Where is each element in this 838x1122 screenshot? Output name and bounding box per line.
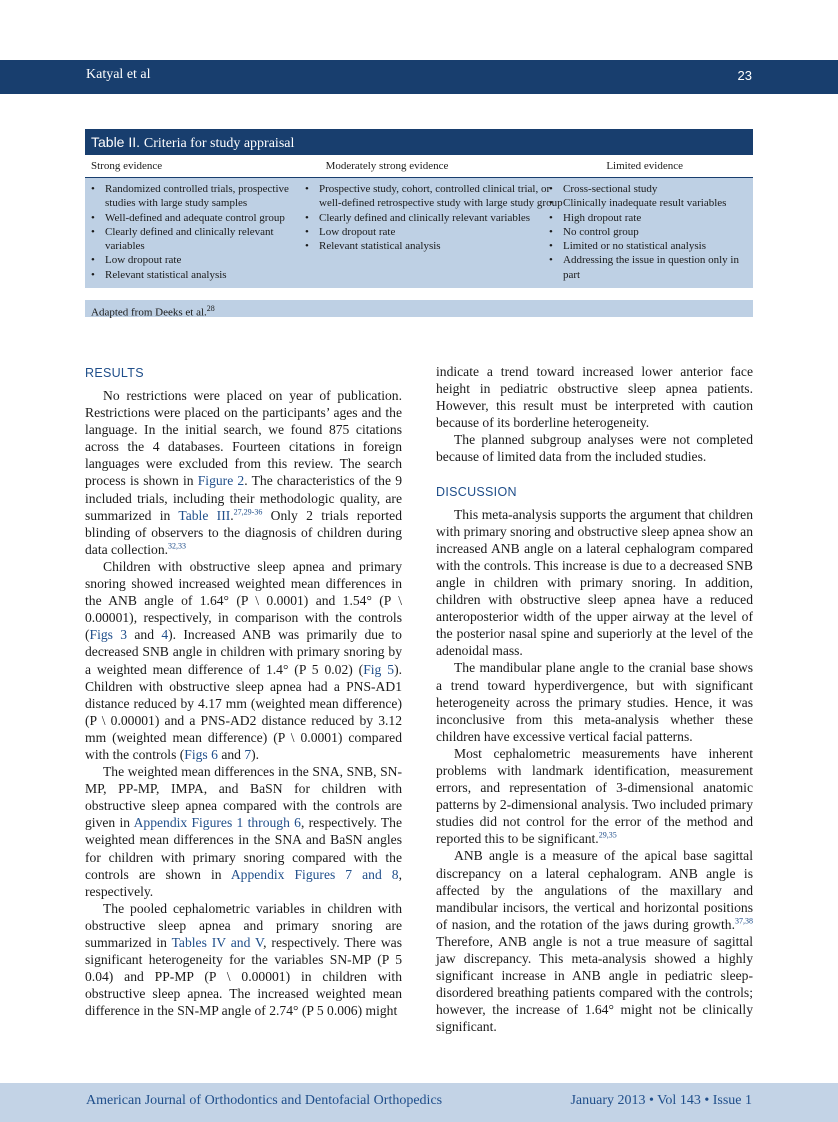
table-column-headers: [85, 155, 753, 178]
running-header: [0, 60, 838, 94]
column-header-strong: Strong evidence: [91, 160, 163, 172]
discussion-paragraph-3: Most cephalometric measurements have inherent problems with landmark identification, measurement errors, and representation of 3-dimensional anatomic patterns by 2-dimensional analysis. Two included primary studies did not control for the error of the method and reported this to be significant.$^{29,35}$: [436, 745, 753, 847]
table-footnote-ref[interactable]: 28: [206, 304, 215, 314]
list-item: • Limited or no statistical analysis: [563, 239, 753, 253]
figure-6-link[interactable]: Figs 6: [184, 746, 218, 762]
results-paragraph-6: The planned subgroup analyses were not completed because of limited data from the included studies.: [436, 432, 753, 465]
column-header-limited: Limited evidence: [606, 160, 683, 172]
moderate-evidence-cell: [313, 182, 563, 282]
citation-ref[interactable]: 27,29-36: [233, 507, 263, 517]
list-item: • Randomized controlled trials, prospective studies with large study samples: [105, 182, 313, 211]
strong-evidence-cell: [85, 182, 313, 282]
list-item: • Clinically inadequate result variables: [563, 196, 753, 210]
list-item: • Well-defined and adequate control group: [105, 211, 313, 225]
discussion-heading: DISCUSSION: [436, 484, 517, 499]
table-title: Criteria for study appraisal: [143, 136, 295, 151]
tables-4-5-link[interactable]: Tables IV and V: [171, 935, 264, 950]
list-item: • Relevant statistical analysis: [319, 239, 563, 253]
table-body: [85, 178, 753, 288]
citation-ref[interactable]: 37,38: [735, 916, 753, 926]
column-header-moderate: Moderately strong evidence: [325, 160, 449, 172]
citation-ref[interactable]: 32,33: [168, 541, 187, 551]
figure-5-link[interactable]: Fig 5: [363, 661, 395, 677]
results-heading: RESULTS: [85, 366, 144, 380]
limited-evidence-cell: [563, 182, 753, 282]
left-column: [85, 363, 402, 1019]
table-label: Table II.: [91, 134, 141, 150]
table-title-bar: [85, 129, 753, 155]
figure-4-link[interactable]: 4: [161, 627, 169, 643]
list-item: • Low dropout rate: [105, 253, 313, 267]
list-item: • No control group: [563, 225, 753, 239]
list-item: • Relevant statistical analysis: [105, 268, 313, 282]
table-footnote: [85, 300, 753, 317]
running-footer: [0, 1083, 838, 1122]
figure-2-link[interactable]: Figure 2: [197, 473, 245, 489]
list-item: • Addressing the issue in question only in part: [563, 253, 753, 282]
running-header-authors: Katyal et al: [86, 67, 151, 82]
issue-info: January 2013 • Vol 143 • Issue 1: [570, 1093, 752, 1108]
results-paragraph-4: The pooled cephalometric variables in children with obstructive sleep apnea and primary snoring are summarized in Tables IV and V, respectively. There was significant heterogeneity for the variables SN-MP (P 5 0.04) and PP-MP (P \ 0.00001) in children with obstructive sleep apnea. The increased weighted mean difference in the SN-MP angle of 2.74° (P 5 0.006) might: [85, 900, 403, 1019]
figure-3-link[interactable]: Figs 3: [89, 627, 128, 643]
list-item: • Low dropout rate: [319, 225, 563, 239]
table-3-link[interactable]: Table III: [178, 507, 231, 523]
figure-7-link[interactable]: 7: [244, 746, 252, 762]
list-item: • Clearly defined and clinically relevant variables: [319, 211, 563, 225]
journal-name: American Journal of Orthodontics and Dentofacial Orthopedics: [86, 1093, 443, 1108]
results-paragraph-2: Children with obstructive sleep apnea and primary snoring showed increased weighted mean differences in the ANB angle of 1.64° (P \ 0.0001) and 1.54° (P \ 0.00001), respectively, in comparison with the controls (Figs 3 and 4). Increased ANB was primarily due to decreased SNB angle in children with primary snoring by a weighted mean difference of 1.4° (P 5 0.02) (Fig 5). Children with obstructive sleep apnea had a PNS-AD1 distance reduced by 4.17 mm (weighted mean difference) (P \ 0.00001) and a PNS-AD2 distance reduced by 3.12 mm (weighted mean difference) (P \ 0.0001) compared with the controls (Figs 6 and 7).: [85, 558, 402, 762]
results-paragraph-1: No restrictions were placed on year of publication. Restrictions were placed on the participants’ ages and the language. In the initial search, we found 875 citations across the 4 databases. Fourteen citations in foreign languages were excluded from this review. The search process is shown in Figure 2. The characteristics of the 9 included trials, including their methodologic quality, are summarized in Table III.$^{27,29-36}$ Only 2 trials reported blinding of observers to the diagnosis of children during data collection.$^{32,33}$: [85, 388, 403, 557]
discussion-paragraph-4: ANB angle is a measure of the apical base sagittal discrepancy on a lateral cephalogram. ANB angle is affected by the angulations of the maxillary and mandibular incisors, the vertical and horizontal positions of nasion, and the rotation of the jaws during growth.$^{37,38}$ Therefore, ANB angle is not a true measure of sagittal jaw discrepancy. This meta-analysis showed a highly significant increase in ANB angle in pediatric sleep-disordered breathing patients compared with the controls; however, the increase of 1.64° might not be clinically significant.: [436, 848, 753, 1035]
table-footnote-text: Adapted from Deeks et al.: [91, 306, 207, 319]
results-paragraph-5: indicate a trend toward increased lower anterior face height in pediatric obstructive sleep apnea patients. However, this result must be interpreted with caution because of its borderline heterogeneity.: [436, 364, 753, 431]
list-item: • Cross-sectional study: [563, 182, 753, 196]
discussion-paragraph-1: This meta-analysis supports the argument that children with primary snoring and obstructive sleep apnea show an increased ANB angle on a lateral cephalogram compared with the controls. This increase is due to a decreased SNB angle in children with primary snoring. In addition, children with obstructive sleep apnea have a reduced anteroposterior width of the upper airway at the level of the posterior nasal spine and superiorly at the level of the adenoidal mass.: [436, 506, 753, 659]
page-number: 23: [737, 68, 752, 83]
citation-ref[interactable]: 29,35: [598, 830, 617, 840]
list-item: • Clearly defined and clinically relevant variables: [105, 225, 313, 254]
results-paragraph-3: The weighted mean differences in the SNA, SNB, SN-MP, PP-MP, IMPA, and BaSN for children with obstructive sleep apnea compared with the controls are given in Appendix Figures 1 through 6, respectively. The weighted mean differences in the SNA and BaSN angles for children with primary snoring compared with the controls are shown in Appendix Figures 7 and 8, respectively.: [85, 764, 402, 899]
right-column: [436, 363, 753, 1035]
criteria-table: [85, 129, 753, 317]
appendix-figures-1-6-link[interactable]: Appendix Figures 1 through 6: [133, 815, 301, 831]
appendix-figures-7-8-link[interactable]: Appendix Figures 7 and 8: [230, 866, 399, 882]
list-item: • Prospective study, cohort, controlled clinical trial, or well-defined retrospective study with large study group: [319, 182, 563, 211]
discussion-paragraph-2: The mandibular plane angle to the cranial base shows a trend toward hyperdivergence, but with significant heterogeneity across the primary studies. Hence, it was inconclusive from this meta-analysis whether these children have excessive vertical facial patterns.: [436, 660, 753, 744]
list-item: • High dropout rate: [563, 211, 753, 225]
